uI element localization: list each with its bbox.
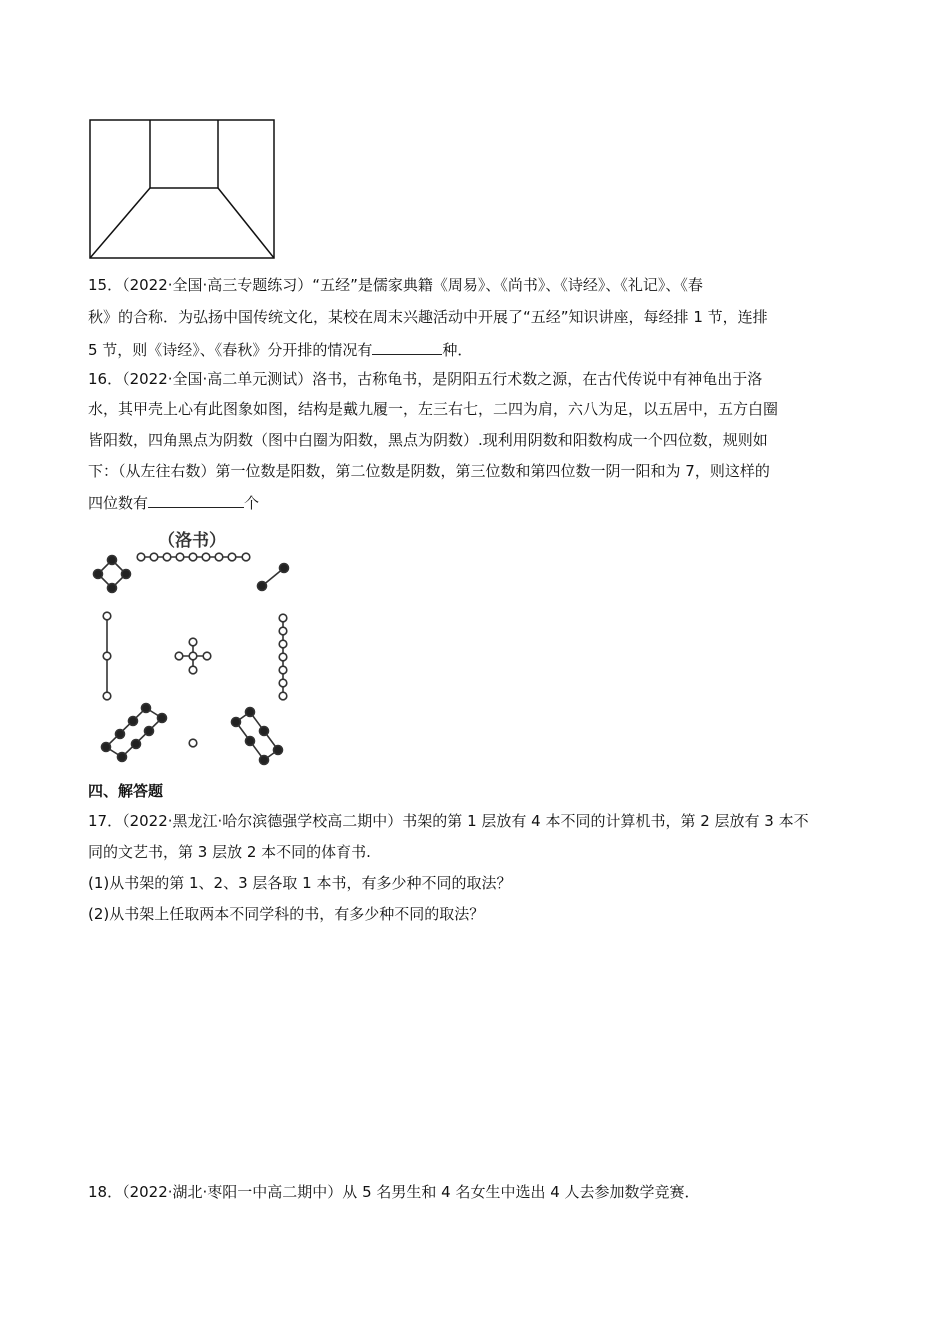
one-white-circle	[189, 739, 197, 747]
q16-line-5-suffix: 个	[244, 494, 260, 512]
answer-blank-16[interactable]	[148, 491, 244, 508]
six-black-dots	[232, 708, 283, 765]
luoshu-figure	[86, 522, 298, 772]
q16-line-2: 水，其甲壳上心有此图象如图，结构是戴九履一，左三右七，二四为肩，六八为足，以五居中，五方白圈	[88, 400, 779, 418]
q17-part-2: (2)从书架上任取两本不同学科的书，有多少种不同的取法？	[88, 905, 485, 923]
four-black-dots	[94, 556, 131, 593]
q16-line-5	[88, 491, 868, 514]
two-black-dots	[258, 564, 289, 591]
q15-line-1: 15．（2022·全国·高三专题练习）“五经”是儒家典籍《周易》、《尚书》、《诗经》、《礼记》、《春	[88, 276, 703, 294]
q17-part-1: (1)从书架的第 1、2、3 层各取 1 本书，有多少种不同的取法？	[88, 874, 512, 892]
answer-blank-15[interactable]	[372, 338, 442, 355]
q16-line-1: 16．（2022·全国·高二单元测试）洛书，古称龟书，是阴阳五行术数之源，在古代传说中有神龟出于洛	[88, 370, 763, 388]
luoshu-title: （洛书）	[158, 531, 226, 551]
q16-line-3: 皆阳数，四角黑点为阴数（图中白圈为阳数，黑点为阴数）.现利用阴数和阳数构成一个四位数，规则如	[88, 431, 768, 449]
five-white-circles	[175, 638, 211, 674]
section-heading: 四、解答题	[88, 782, 164, 800]
q17-line-2: 同的文艺书，第 3 层放 2 本不同的体育书.	[88, 843, 371, 861]
box-figure	[88, 118, 278, 262]
q17-line-1: 17．（2022·黑龙江·哈尔滨德强学校高二期中）书架的第 1 层放有 4 本不同的计算机书，第 2 层放有 3 本不	[88, 812, 809, 830]
three-white-circles	[103, 612, 111, 700]
nine-white-circles	[137, 553, 250, 561]
q16-line-4: 下：（从左往右数）第一位数是阳数，第二位数是阴数，第三位数和第四位数一阴一阳和为 7，则这样的	[88, 462, 770, 480]
q15-line-2: 秋》的合称．为弘扬中国传统文化，某校在周末兴趣活动中开展了“五经”知识讲座，每经排 1 节，连排	[88, 308, 768, 326]
q15-line-3	[88, 338, 868, 361]
q16-line-5-text: 四位数有	[88, 494, 149, 512]
q15-line-3-text: 5 节，则《诗经》、《春秋》分开排的情况有	[88, 341, 373, 359]
q18-line-1: 18．（2022·湖北·枣阳一中高二期中）从 5 名男生和 4 名女生中选出 4 人去参加数学竞赛．	[88, 1183, 700, 1201]
seven-white-circles	[279, 614, 287, 700]
q15-line-3-suffix: 种．	[442, 341, 473, 359]
eight-black-dots	[102, 704, 167, 762]
